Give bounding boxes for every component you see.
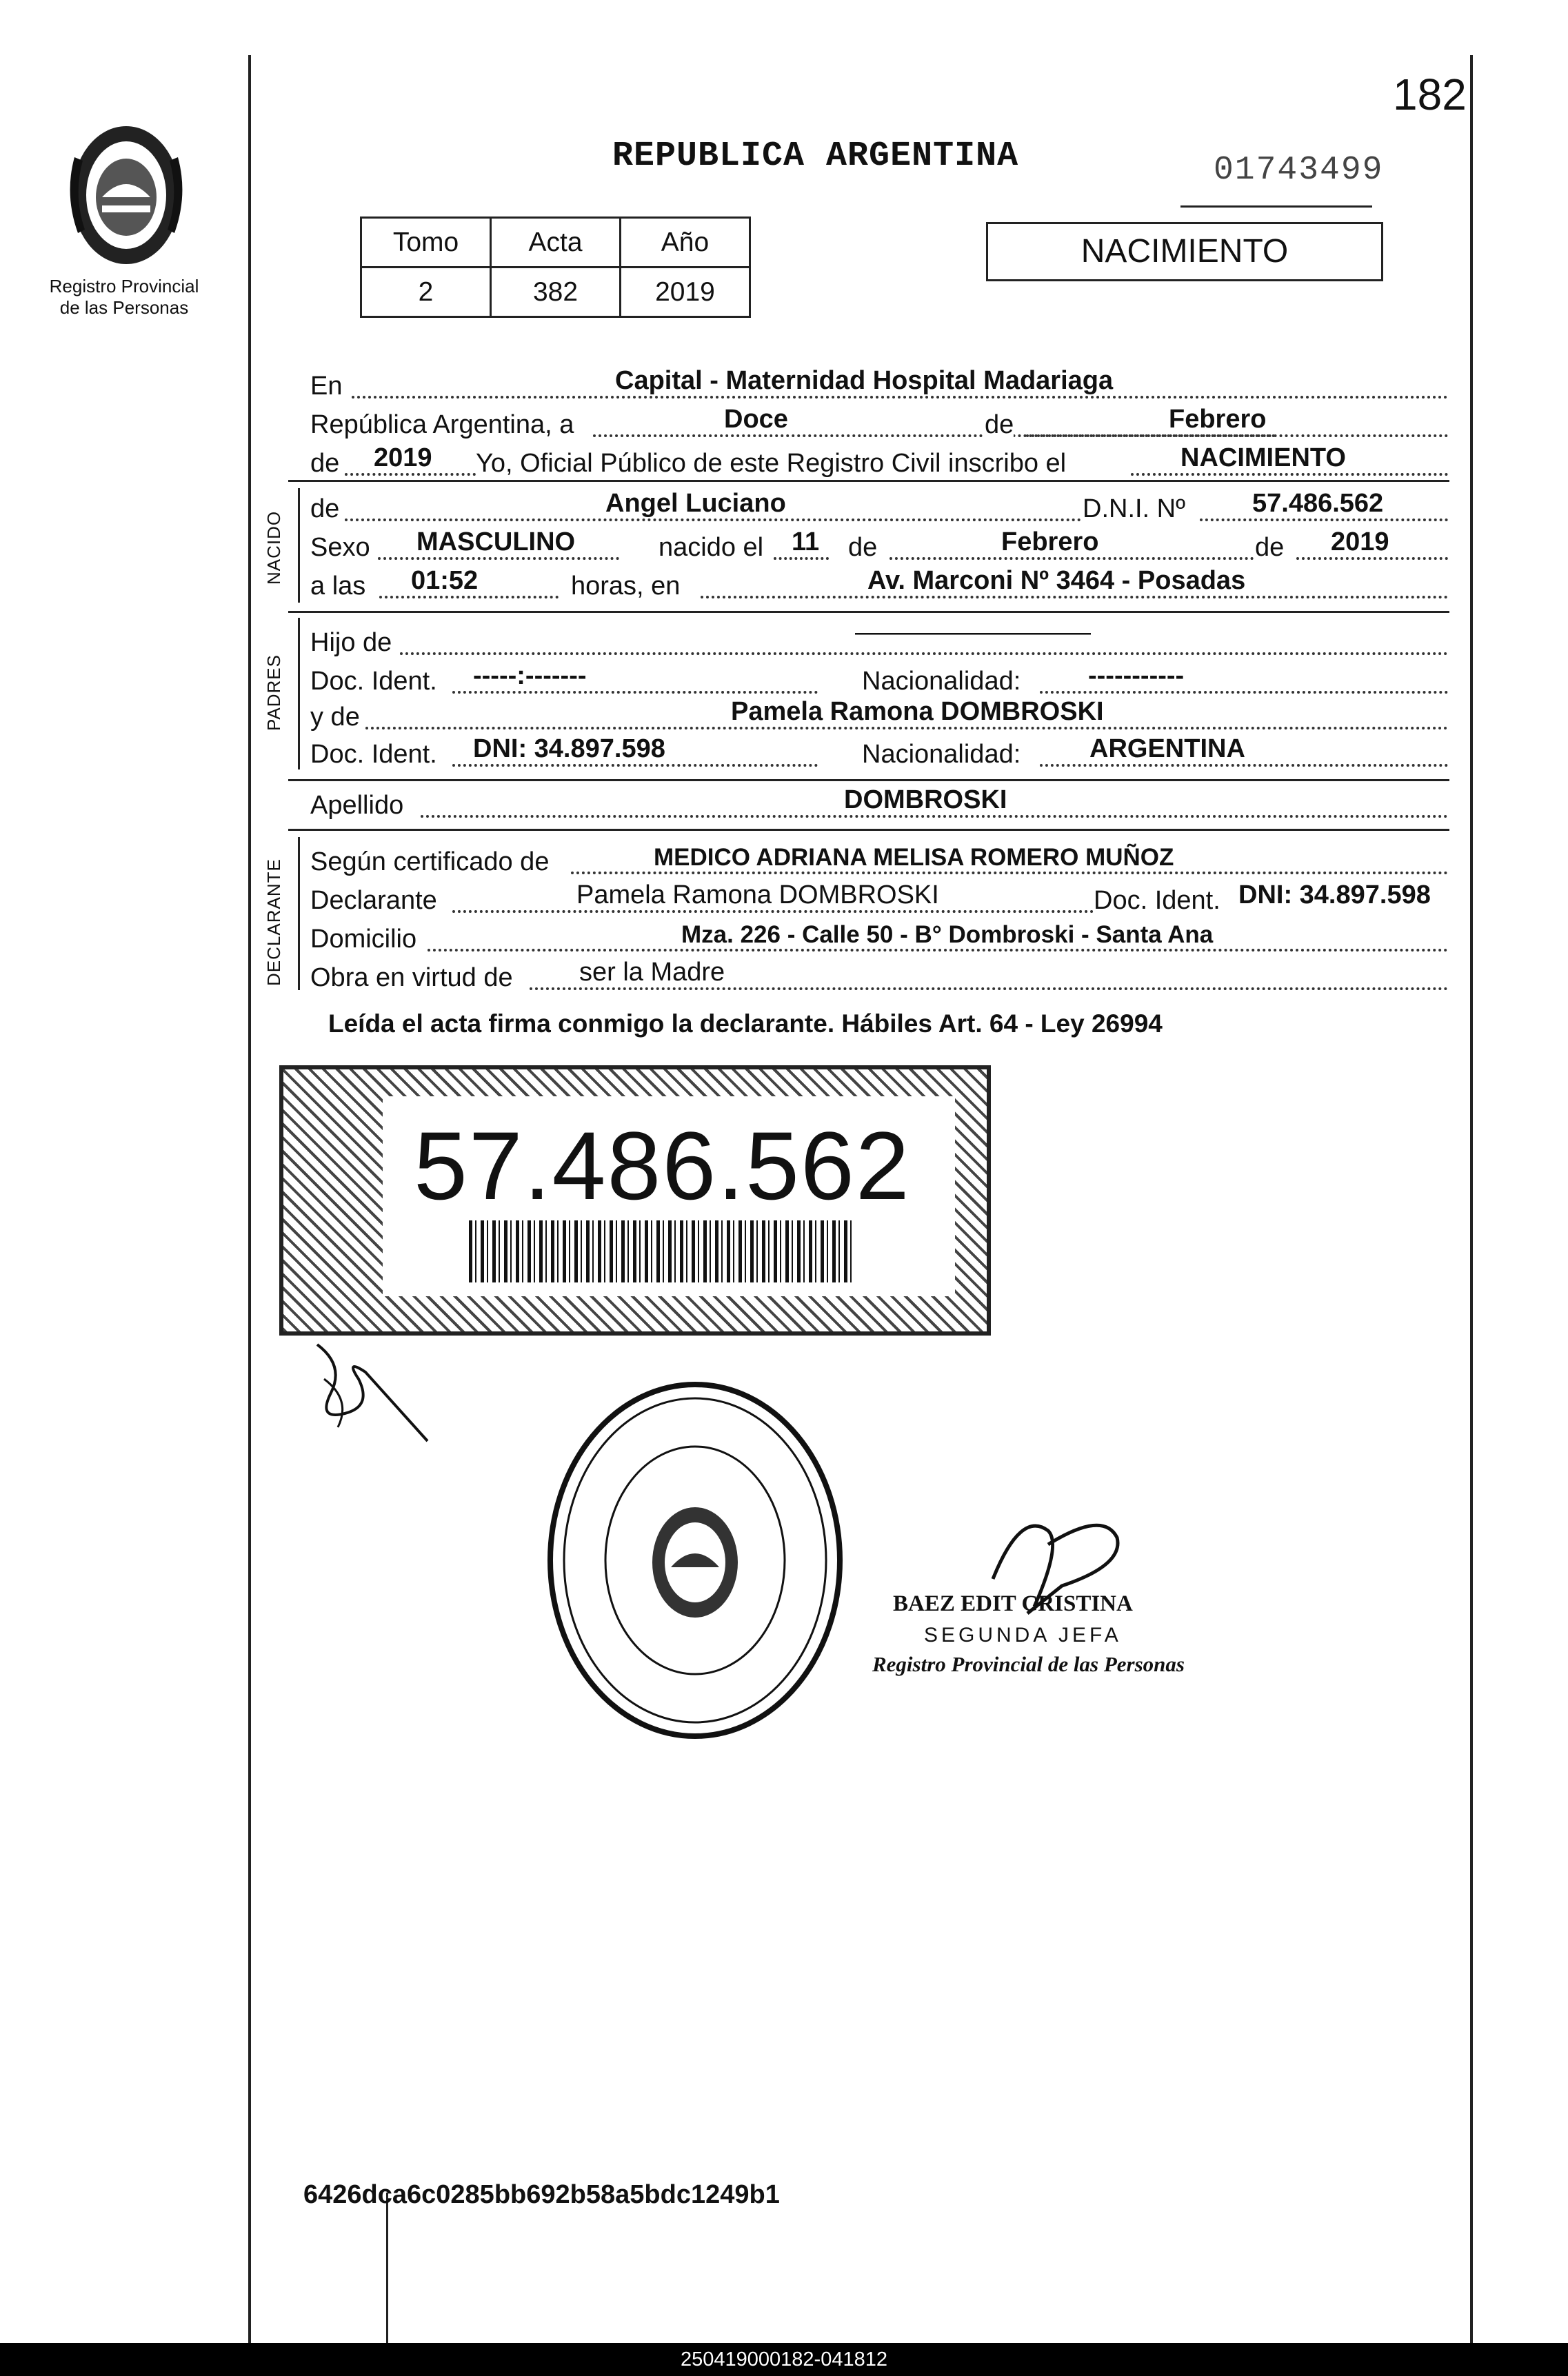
domicilio-label: Domicilio	[310, 925, 417, 954]
mother-doc: DNI: 34.897.598	[473, 734, 665, 763]
province-seal-logo	[54, 116, 199, 274]
section-divider	[288, 611, 1449, 613]
de-label: de	[310, 494, 340, 523]
sexo-label: Sexo	[310, 533, 370, 562]
apellido-label: Apellido	[310, 791, 404, 820]
republic-label: República Argentina, a	[310, 410, 574, 439]
declarante-line-1	[310, 840, 1448, 881]
signatory-role: SEGUNDA JEFA	[924, 1624, 1122, 1647]
nacido-line-1	[310, 487, 1448, 528]
en-label: En	[310, 372, 343, 401]
registry-stamp-icon	[543, 1378, 847, 1743]
dotted-leader	[400, 652, 1448, 655]
event-place: Capital - Maternidad Hospital Madariaga	[615, 366, 1114, 395]
dni-label: D.N.I. Nº	[1083, 494, 1185, 523]
dotted-leader	[1200, 519, 1448, 521]
signatory-name: BAEZ EDIT CRISTINA	[893, 1591, 1133, 1616]
dotted-leader	[352, 396, 1448, 399]
intro-line-2	[310, 403, 1448, 444]
declarante-label: Declarante	[310, 886, 437, 915]
obra-value: ser la Madre	[579, 958, 725, 987]
de-label: de	[985, 410, 1014, 439]
ref-header-tomo: Tomo	[361, 218, 491, 268]
misiones-seal-icon	[54, 116, 199, 274]
officer-signature-mark	[303, 1338, 441, 1458]
declarante-doc: DNI: 34.897.598	[1238, 880, 1431, 909]
birth-day: 11	[792, 527, 820, 556]
serial-number: 01743499	[1214, 152, 1384, 189]
dotted-leader	[379, 596, 559, 598]
padres-line-2	[310, 659, 1448, 701]
de2-label: de	[310, 449, 340, 478]
doc-ident-label-2: Doc. Ident.	[310, 740, 437, 769]
hijo-label: Hijo de	[310, 628, 392, 657]
father-value: —————————	[855, 618, 1091, 647]
document-hash: 6426dca6c0285bb692b58a5bdc1249b1	[303, 2180, 780, 2209]
mother-name: Pamela Ramona DOMBROSKI	[731, 697, 1104, 726]
dotted-leader	[378, 557, 619, 560]
birth-time: 01:52	[411, 566, 479, 595]
dotted-leader	[452, 764, 818, 767]
padres-line-3	[310, 695, 1448, 736]
intro-line-1	[310, 364, 1448, 405]
dotted-leader	[452, 910, 1165, 913]
alas-label: a las	[310, 572, 366, 601]
child-dni: 57.486.562	[1252, 489, 1384, 518]
ref-value-acta: 382	[491, 268, 621, 317]
serial-underline	[1180, 205, 1372, 208]
footer-tick-line	[386, 2193, 388, 2343]
certificado-value: MEDICO ADRIANA MELISA ROMERO MUÑOZ	[654, 844, 1174, 871]
intro-line-3	[310, 441, 1448, 483]
day-value: Doce	[724, 405, 788, 434]
record-type-box: NACIMIENTO	[986, 222, 1383, 281]
dotted-leader	[452, 691, 818, 694]
year-value: 2019	[374, 443, 432, 472]
certificado-label: Según certificado de	[310, 847, 550, 876]
doc-ident-label: Doc. Ident.	[310, 667, 437, 696]
nacido-bracket	[298, 488, 300, 603]
de-label-2: de	[848, 533, 878, 562]
dotted-leader	[1040, 764, 1448, 767]
section-divider	[288, 779, 1449, 781]
officer-text: Yo, Oficial Público de este Registro Civil inscribo el	[476, 449, 1067, 478]
declarante-line-3	[310, 917, 1448, 958]
signatory-office: Registro Provincial de las Personas	[872, 1652, 1185, 1676]
dotted-leader	[530, 987, 1448, 990]
dotted-leader	[365, 727, 1448, 729]
nacionalidad-label-2: Nacionalidad:	[862, 740, 1021, 769]
nacido-line-3	[310, 564, 1448, 605]
right-margin-line	[1470, 55, 1473, 2343]
section-divider	[288, 480, 1449, 482]
nacido-side-label: NACIDO	[263, 510, 284, 585]
apellido-line	[310, 783, 1448, 825]
birth-place: Av. Marconi Nº 3464 - Posadas	[867, 566, 1246, 595]
footer-barcode-text: 250419000182-041812	[0, 2343, 1568, 2376]
declarante-value: Pamela Ramona DOMBROSKI	[576, 880, 939, 909]
month-value: Febrero	[1169, 405, 1267, 434]
horas-label: horas, en	[571, 572, 681, 601]
record-reference-table	[360, 217, 751, 318]
birth-month: Febrero	[1001, 527, 1099, 556]
domicilio-value: Mza. 226 - Calle 50 - B° Dombroski - Santa Ana	[681, 921, 1214, 948]
logo-caption	[21, 276, 228, 319]
ref-header-acta: Acta	[491, 218, 621, 268]
dotted-leader	[1131, 473, 1448, 476]
dotted-leader	[345, 473, 476, 476]
dotted-leader	[1026, 434, 1448, 437]
declarante-line-2	[310, 878, 1448, 920]
logo-caption-line2: de las Personas	[59, 297, 189, 318]
padres-line-1	[310, 618, 1448, 662]
father-doc: -----:-------	[473, 661, 587, 690]
page-number: 182	[1393, 70, 1467, 119]
birth-year: 2019	[1331, 527, 1389, 556]
declarante-bracket	[298, 837, 300, 990]
padres-line-4	[310, 732, 1448, 774]
declarante-side-label: DECLARANTE	[263, 858, 284, 986]
child-name: Angel Luciano	[605, 489, 786, 518]
dotted-leader	[571, 872, 1448, 874]
dotted-leader	[428, 949, 1448, 952]
ref-value-tomo: 2	[361, 268, 491, 317]
logo-caption-line1: Registro Provincial	[49, 276, 199, 296]
nacido-line-2	[310, 525, 1448, 567]
dotted-leader	[1296, 557, 1448, 560]
left-margin-line	[248, 55, 251, 2343]
dotted-leader	[345, 519, 1103, 521]
de-label-3: de	[1255, 533, 1285, 562]
dni-sticker-number: 57.486.562	[414, 1111, 911, 1220]
dotted-leader	[889, 557, 1276, 560]
nacido-label: nacido el	[659, 533, 764, 562]
dotted-leader	[701, 596, 1448, 598]
dni-barcode	[469, 1220, 855, 1282]
padres-side-label: PADRES	[263, 654, 284, 731]
dotted-leader	[421, 815, 1448, 818]
ref-header-anio: Año	[621, 218, 750, 268]
nacionalidad-label: Nacionalidad:	[862, 667, 1021, 696]
obra-label: Obra en virtud de	[310, 963, 513, 992]
padres-bracket	[298, 618, 300, 769]
father-nationality: -----------	[1088, 661, 1185, 690]
official-stamp	[543, 1378, 847, 1746]
document-title: REPUBLICA ARGENTINA	[612, 137, 1019, 176]
mother-nationality: ARGENTINA	[1089, 734, 1245, 763]
declarante-line-4	[310, 956, 1448, 997]
section-divider	[288, 829, 1449, 831]
ref-value-anio: 2019	[621, 268, 750, 317]
sexo-value: MASCULINO	[416, 527, 576, 556]
dotted-leader	[774, 557, 829, 560]
dotted-leader	[1040, 691, 1448, 694]
record-value: NACIMIENTO	[1180, 443, 1346, 472]
closing-statement: Leída el acta firma conmigo la declarante. Hábiles Art. 64 - Ley 26994	[328, 1009, 1163, 1038]
apellido-value: DOMBROSKI	[844, 785, 1007, 814]
declarante-doc-label: Doc. Ident.	[1094, 886, 1220, 915]
signature-scribble-icon	[303, 1338, 441, 1455]
yde-label: y de	[310, 703, 360, 732]
